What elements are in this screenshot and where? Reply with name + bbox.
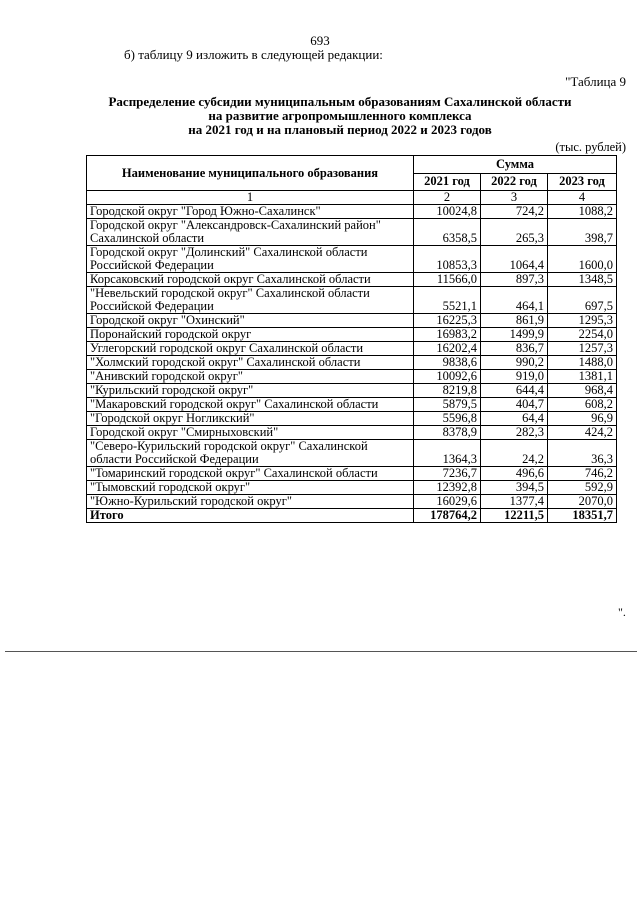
value-2023: 1257,3: [548, 342, 617, 356]
column-number: 1: [87, 191, 414, 205]
value-2021: 11566,0: [414, 273, 481, 287]
value-2021: 9838,6: [414, 356, 481, 370]
municipality-name: "Невельский городской округ" Сахалинской области Российской Федерации: [87, 287, 414, 314]
municipality-name: "Макаровский городской округ" Сахалинской области: [87, 398, 414, 412]
header-year-2023: 2023 год: [548, 173, 617, 191]
table-row: [87, 314, 617, 328]
value-2021: 5879,5: [414, 398, 481, 412]
value-2022: 282,3: [481, 426, 548, 440]
document-title: [0, 95, 640, 137]
header-sum: Сумма: [414, 156, 617, 174]
value-2023: 746,2: [548, 467, 617, 481]
value-2022: 265,3: [481, 219, 548, 246]
title-line: на развитие агропромышленного комплекса: [208, 108, 472, 123]
municipality-name: Городской округ "Охинский": [87, 314, 414, 328]
header-year-2022: 2022 год: [481, 173, 548, 191]
value-2022: 394,5: [481, 481, 548, 495]
table-row: [87, 412, 617, 426]
municipality-name: Городской округ "Смирныховский": [87, 426, 414, 440]
municipality-name: Корсаковский городской округ Сахалинской области: [87, 273, 414, 287]
value-2022: 919,0: [481, 370, 548, 384]
table-row: [87, 356, 617, 370]
value-2023: 36,3: [548, 440, 617, 467]
table-row: [87, 205, 617, 219]
municipality-name: "Северо-Курильский городской округ" Сахалинской области Российской Федерации: [87, 440, 414, 467]
value-2021: 16983,2: [414, 328, 481, 342]
municipality-name: "Курильский городской округ": [87, 384, 414, 398]
column-number: 4: [548, 191, 617, 205]
value-2021: 5521,1: [414, 287, 481, 314]
table-row: [87, 370, 617, 384]
value-2023: 608,2: [548, 398, 617, 412]
value-2021: 10853,3: [414, 246, 481, 273]
total-row: [87, 509, 617, 523]
municipality-name: Углегорский городской округ Сахалинской области: [87, 342, 414, 356]
value-2022: 990,2: [481, 356, 548, 370]
value-2023: 1488,0: [548, 356, 617, 370]
value-2023: 424,2: [548, 426, 617, 440]
value-2023: 1348,5: [548, 273, 617, 287]
table-row: [87, 384, 617, 398]
municipality-name: "Городской округ Ногликский": [87, 412, 414, 426]
value-2022: 1064,4: [481, 246, 548, 273]
value-2023: 1600,0: [548, 246, 617, 273]
value-2022: 64,4: [481, 412, 548, 426]
subsidy-table: [86, 155, 617, 523]
table-row: [87, 481, 617, 495]
header-year-2021: 2021 год: [414, 173, 481, 191]
value-2022: 24,2: [481, 440, 548, 467]
value-2022: 1377,4: [481, 495, 548, 509]
value-2021: 7236,7: [414, 467, 481, 481]
value-2021: 12392,8: [414, 481, 481, 495]
table-row: [87, 342, 617, 356]
value-2023: 96,9: [548, 412, 617, 426]
table-row: [87, 246, 617, 273]
municipality-name: "Тымовский городской округ": [87, 481, 414, 495]
value-2021: 5596,8: [414, 412, 481, 426]
value-2021: 10092,6: [414, 370, 481, 384]
table-row: [87, 426, 617, 440]
header-name: Наименование муниципального образования: [87, 156, 414, 191]
value-2022: 464,1: [481, 287, 548, 314]
value-2021: 16202,4: [414, 342, 481, 356]
table-row: [87, 287, 617, 314]
total-label: Итого: [87, 509, 414, 523]
value-2021: 1364,3: [414, 440, 481, 467]
total-2023: 18351,7: [548, 509, 617, 523]
table-row: [87, 219, 617, 246]
value-2023: 1381,1: [548, 370, 617, 384]
value-2022: 897,3: [481, 273, 548, 287]
value-2023: 2070,0: [548, 495, 617, 509]
value-2021: 8219,8: [414, 384, 481, 398]
table-row: [87, 273, 617, 287]
value-2021: 16225,3: [414, 314, 481, 328]
page-number: 693: [310, 33, 330, 48]
municipality-name: Городской округ "Долинский" Сахалинской области Российской Федерации: [87, 246, 414, 273]
value-2022: 404,7: [481, 398, 548, 412]
municipality-name: Городской округ "Город Южно-Сахалинск": [87, 205, 414, 219]
municipality-name: Городской округ "Александровск-Сахалинский район" Сахалинской области: [87, 219, 414, 246]
value-2022: 861,9: [481, 314, 548, 328]
table-row: [87, 328, 617, 342]
value-2023: 1088,2: [548, 205, 617, 219]
municipality-name: "Анивский городской округ": [87, 370, 414, 384]
total-2022: 12211,5: [481, 509, 548, 523]
value-2021: 16029,6: [414, 495, 481, 509]
value-2022: 644,4: [481, 384, 548, 398]
title-line: на 2021 год и на плановый период 2022 и 2023 годов: [188, 122, 492, 137]
value-2023: 2254,0: [548, 328, 617, 342]
municipality-name: "Южно-Курильский городской округ": [87, 495, 414, 509]
value-2023: 1295,3: [548, 314, 617, 328]
closing-mark: ".: [618, 605, 626, 619]
intro-text: б) таблицу 9 изложить в следующей редакции:: [124, 47, 383, 62]
table-row: [87, 495, 617, 509]
value-2023: 697,5: [548, 287, 617, 314]
units-label: (тыс. рублей): [555, 140, 626, 154]
value-2022: 496,6: [481, 467, 548, 481]
total-2021: 178764,2: [414, 509, 481, 523]
title-line: Распределение субсидии муниципальным образованиям Сахалинской области: [108, 94, 572, 109]
value-2023: 968,4: [548, 384, 617, 398]
value-2023: 592,9: [548, 481, 617, 495]
page-separator: [5, 651, 637, 652]
table-row: [87, 440, 617, 467]
table-row: [87, 467, 617, 481]
table-label: "Таблица 9: [565, 74, 626, 89]
municipality-name: Поронайский городской округ: [87, 328, 414, 342]
value-2021: 6358,5: [414, 219, 481, 246]
table-row: [87, 398, 617, 412]
municipality-name: "Томаринский городской округ" Сахалинской области: [87, 467, 414, 481]
value-2021: 8378,9: [414, 426, 481, 440]
column-number: 3: [481, 191, 548, 205]
value-2023: 398,7: [548, 219, 617, 246]
column-number: 2: [414, 191, 481, 205]
value-2021: 10024,8: [414, 205, 481, 219]
value-2022: 724,2: [481, 205, 548, 219]
value-2022: 1499,9: [481, 328, 548, 342]
value-2022: 836,7: [481, 342, 548, 356]
municipality-name: "Холмский городской округ" Сахалинской области: [87, 356, 414, 370]
